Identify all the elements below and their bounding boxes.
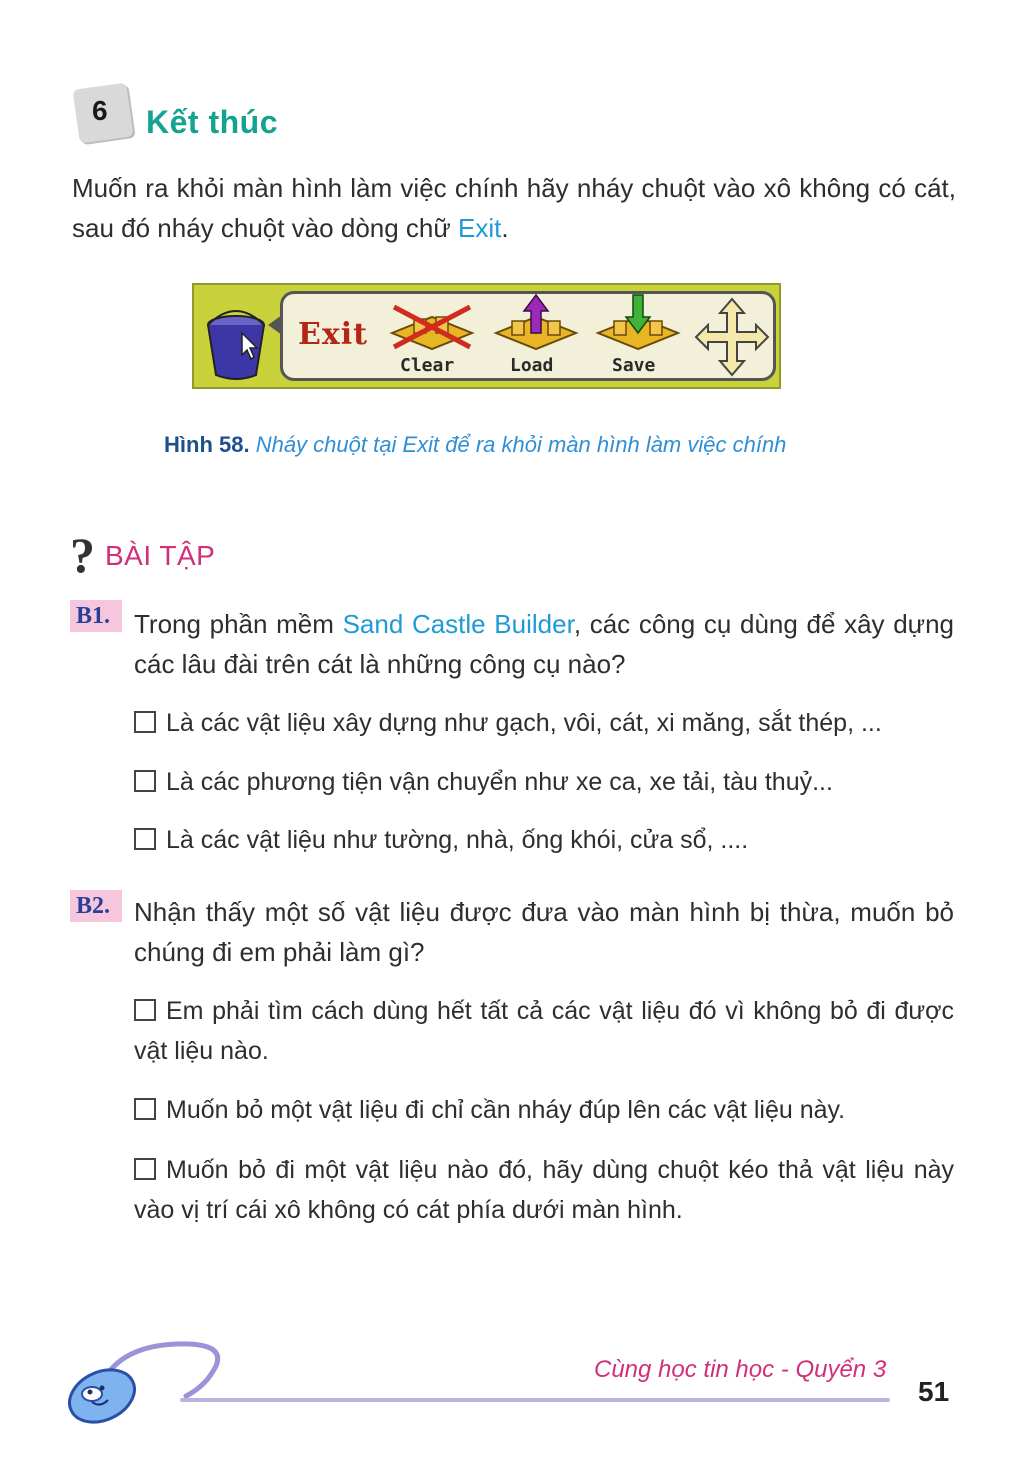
- b1-question: [134, 604, 954, 684]
- save-castle-icon[interactable]: [592, 293, 684, 355]
- b1-option-3-checkbox[interactable]: [134, 828, 156, 850]
- b2-badge: [70, 890, 122, 922]
- b1-question-start: Trong phần mềm: [134, 609, 343, 639]
- b1-option-1-text: Là các vật liệu xây dựng như gạch, vôi, cát, xi măng, sắt thép, ...: [166, 709, 882, 737]
- b2-label: B2.: [76, 893, 111, 919]
- b1-badge: [70, 600, 122, 632]
- b2-option-2: [134, 1090, 954, 1130]
- page-number: 51: [918, 1376, 950, 1407]
- caption-text: Nháy chuột tại Exit để ra khỏi màn hình làm việc chính: [255, 432, 787, 457]
- b2-option-2-checkbox[interactable]: [134, 1098, 156, 1120]
- bucket-icon[interactable]: [202, 303, 272, 383]
- b1-option-2-text: Là các phương tiện vận chuyển như xe ca, xe tải, tàu thuỷ...: [166, 768, 833, 796]
- b2-option-2-text: Muốn bỏ một vật liệu đi chỉ cần nháy đúp lên các vật liệu này.: [166, 1096, 846, 1124]
- b2-option-3: [134, 1150, 954, 1230]
- paragraph-text: Muốn ra khỏi màn hình làm việc chính hãy nháy chuột vào xô không có cát, sau đó nháy chuột vào dòng chữ: [72, 173, 956, 243]
- book-title: Cùng học tin học - Quyển 3: [594, 1356, 887, 1383]
- b1-label: B1.: [76, 603, 111, 629]
- b2-option-1: [134, 991, 954, 1071]
- question-mark-icon: ?: [70, 527, 95, 583]
- load-label[interactable]: Load: [510, 355, 554, 376]
- b1-option-2-checkbox[interactable]: [134, 770, 156, 792]
- save-label[interactable]: Save: [612, 355, 656, 376]
- mouse-mascot-icon: [66, 1336, 236, 1426]
- clear-label[interactable]: Clear: [400, 355, 455, 376]
- section-title: Kết thúc: [146, 104, 278, 140]
- move-arrows-icon[interactable]: [694, 297, 770, 377]
- toolbar-figure: [192, 283, 781, 389]
- load-castle-icon[interactable]: [490, 293, 582, 355]
- software-name: Sand Castle Builder: [342, 609, 574, 639]
- paragraph-end: .: [501, 213, 509, 243]
- exit-button[interactable]: Exit: [298, 317, 369, 352]
- b1-option-1-checkbox[interactable]: [134, 711, 156, 733]
- b1-question-end: , các công cụ dùng để xây dựng các lâu đài trên cát là những công cụ nào?: [134, 609, 954, 679]
- b2-option-3-text: Muốn bỏ đi một vật liệu nào đó, hãy dùng chuột kéo thả vật liệu này vào vị trí cái xô không có cát phía dưới màn hình.: [134, 1156, 954, 1224]
- b1-option-3-text: Là các vật liệu như tường, nhà, ống khói, cửa sổ, ....: [166, 826, 749, 854]
- section-number: 6: [92, 95, 108, 126]
- section-paragraph: [72, 168, 956, 248]
- caption-label: Hình 58.: [164, 432, 250, 457]
- b1-option-3: [134, 820, 954, 860]
- b2-option-3-checkbox[interactable]: [134, 1158, 156, 1180]
- b1-option-1: [134, 703, 954, 743]
- b1-option-2: [134, 762, 954, 802]
- b2-option-1-checkbox[interactable]: [134, 999, 156, 1021]
- figure-caption: [164, 432, 786, 458]
- exercise-title: BÀI TẬP: [105, 540, 216, 571]
- footer-divider: [180, 1398, 890, 1402]
- b2-question: Nhận thấy một số vật liệu được đưa vào màn hình bị thừa, muốn bỏ chúng đi em phải làm gì?: [134, 897, 954, 967]
- b2-option-1-text: Em phải tìm cách dùng hết tất cả các vật liệu đó vì không bỏ đi được vật liệu nào.: [134, 997, 954, 1065]
- clear-castle-icon[interactable]: [386, 299, 478, 355]
- exit-highlight: Exit: [458, 213, 502, 243]
